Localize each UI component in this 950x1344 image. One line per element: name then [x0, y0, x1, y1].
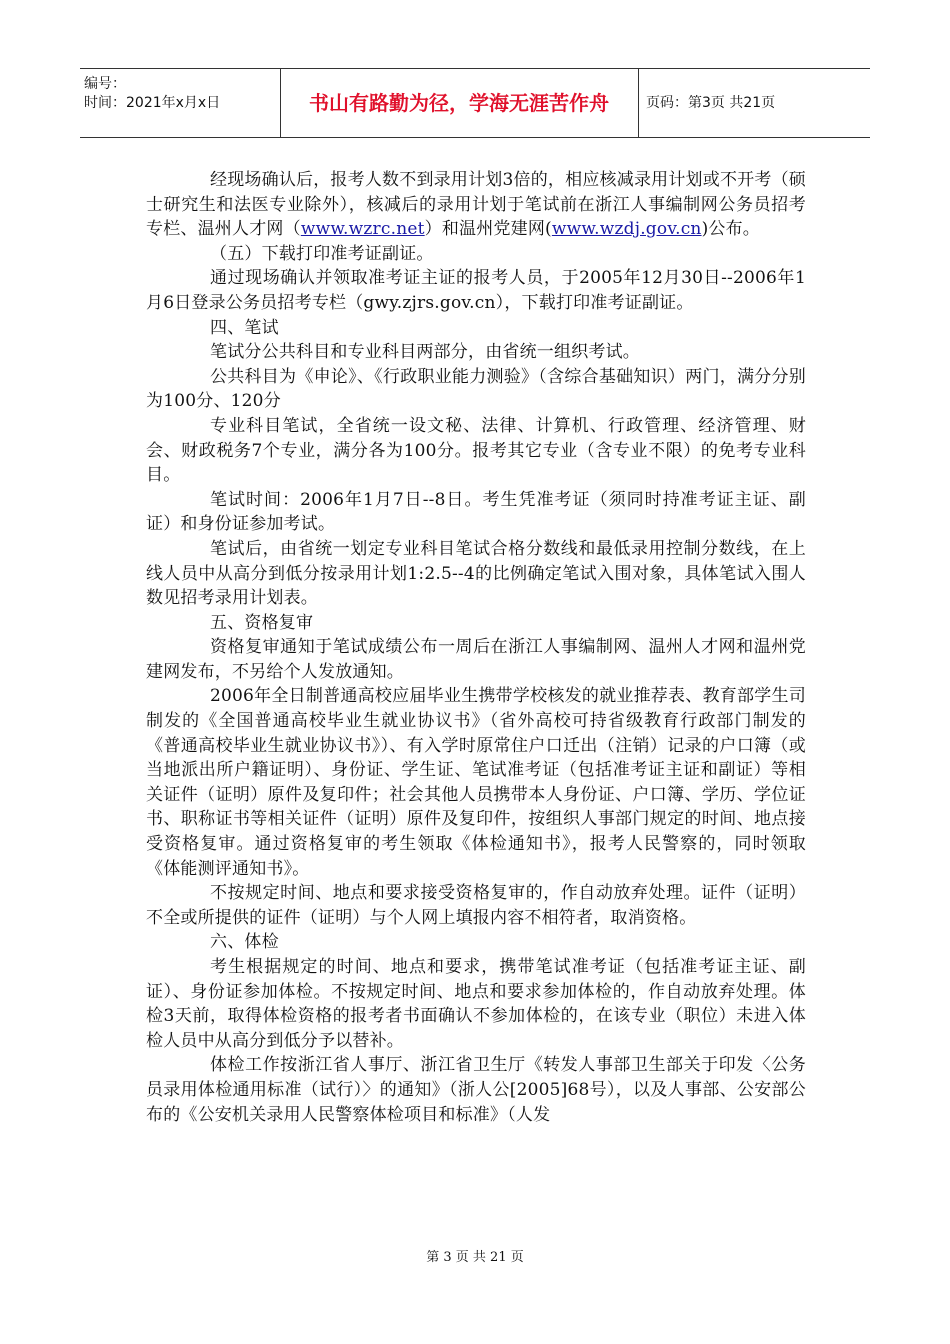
- number-label: 编号：: [84, 76, 126, 92]
- paragraph: 笔试时间：2006年1月7日--8日。考生凭准考证（须同时持准考证主证、副证）和身份证参加考试。: [146, 489, 806, 535]
- page-header: [80, 68, 870, 138]
- paragraph: 通过现场确认并领取准考证主证的报考人员，于2005年12月30日--2006年1月6日登录公务员招考专栏（gwy.zjrs.gov.cn），下载打印准考证副证。: [146, 268, 806, 313]
- paragraph-text: 经现场确认后，报考人数不到录用计划3倍的，相应核减录用计划或不开考（硕士研究生和法医专业除外），核减后的录用计划于笔试前在浙江人事编制网公务员招考专栏、温州人才网（: [146, 170, 806, 240]
- header-meta-cell: [80, 69, 281, 137]
- paragraph: 笔试分公共科目和专业科目两部分，由省统一组织考试。: [210, 342, 640, 363]
- paragraph: 2006年全日制普通高校应届毕业生携带学校核发的就业推荐表、教育部学生司制发的《全国普通高校毕业生就业协议书》（省外高校可持省级教育行政部门制发的《普通高校毕业生就业协议书》）、有入学时原常住户口迁出（注销）记录的户口簿（或当地派出所户籍证明）、身份证、学生证、笔试准考证（包括准考证主证和副证）等相关证件（证明）原件及复印件；社会其他人员携带本人身份证、户口簿、学历、学位证书、职称证书等相关证件（证明）原件及复印件，按组织人事部门规定的时间、地点接受资格复审。通过资格复审的考生领取《体检通知书》，报考人民警察的，同时领取《体能测评通知书》。: [146, 686, 806, 879]
- section-heading: 四、笔试: [210, 317, 279, 338]
- document-body: [146, 168, 806, 1127]
- paragraph: [146, 168, 806, 242]
- subsection-heading: （五）下载打印准考证副证。: [210, 243, 434, 264]
- section-heading: 五、资格复审: [210, 612, 314, 633]
- paragraph: 资格复审通知于笔试成绩公布一周后在浙江人事编制网、温州人才网和温州党建网发布，不另给个人发放通知。: [146, 637, 806, 682]
- paragraph-text: )公布。: [701, 219, 761, 240]
- paragraph: 体检工作按浙江省人事厅、浙江省卫生厅《转发人事部卫生部关于印发〈公务员录用体检通用标准（试行）〉的通知》（浙人公[2005]68号），以及人事部、公安部公布的《公安机关录用人民警察体检项目和标准》（人发: [146, 1055, 806, 1125]
- header-page-info: 页码：第3页 共21页: [646, 95, 776, 111]
- link-wzrc[interactable]: www.wzrc.net: [300, 219, 425, 240]
- header-motto: 书山有路勤为径，学海无涯苦作舟: [280, 69, 639, 137]
- link-wzdj[interactable]: www.wzdj.gov.cn: [551, 219, 702, 240]
- paragraph: 公共科目为《申论》、《行政职业能力测验》（含综合基础知识）两门，满分分别为100分、120分: [146, 366, 806, 412]
- paragraph: 专业科目笔试，全省统一设文秘、法律、计算机、行政管理、经济管理、财会、财政税务7个专业，满分各为100分。报考其它专业（含专业不限）的免考专业科目。: [146, 415, 806, 486]
- paragraph-text: ）和温州党建网(: [424, 219, 552, 240]
- section-heading: 六、体检: [210, 932, 279, 953]
- paragraph: 考生根据规定的时间、地点和要求，携带笔试准考证（包括准考证主证、副证）、身份证参加体检。不按规定时间、地点和要求参加体检的，作自动放弃处理。体检3天前，取得体检资格的报考者书面确认不参加体检的，在该专业（职位）未进入体检人员中从高分到低分予以替补。: [146, 957, 806, 1051]
- date-line: 时间：2021年x月x日: [84, 95, 221, 111]
- paragraph: 笔试后，由省统一划定专业科目笔试合格分数线和最低录用控制分数线，在上线人员中从高分到低分按录用计划1:2.5--4的比例确定笔试入围对象，具体笔试入围人数见招考录用计划表。: [146, 538, 806, 609]
- paragraph: 不按规定时间、地点和要求接受资格复审的，作自动放弃处理。证件（证明）不全或所提供的证件（证明）与个人网上填报内容不相符者，取消资格。: [146, 883, 806, 928]
- page-footer: 第 3 页 共 21 页: [426, 1250, 524, 1265]
